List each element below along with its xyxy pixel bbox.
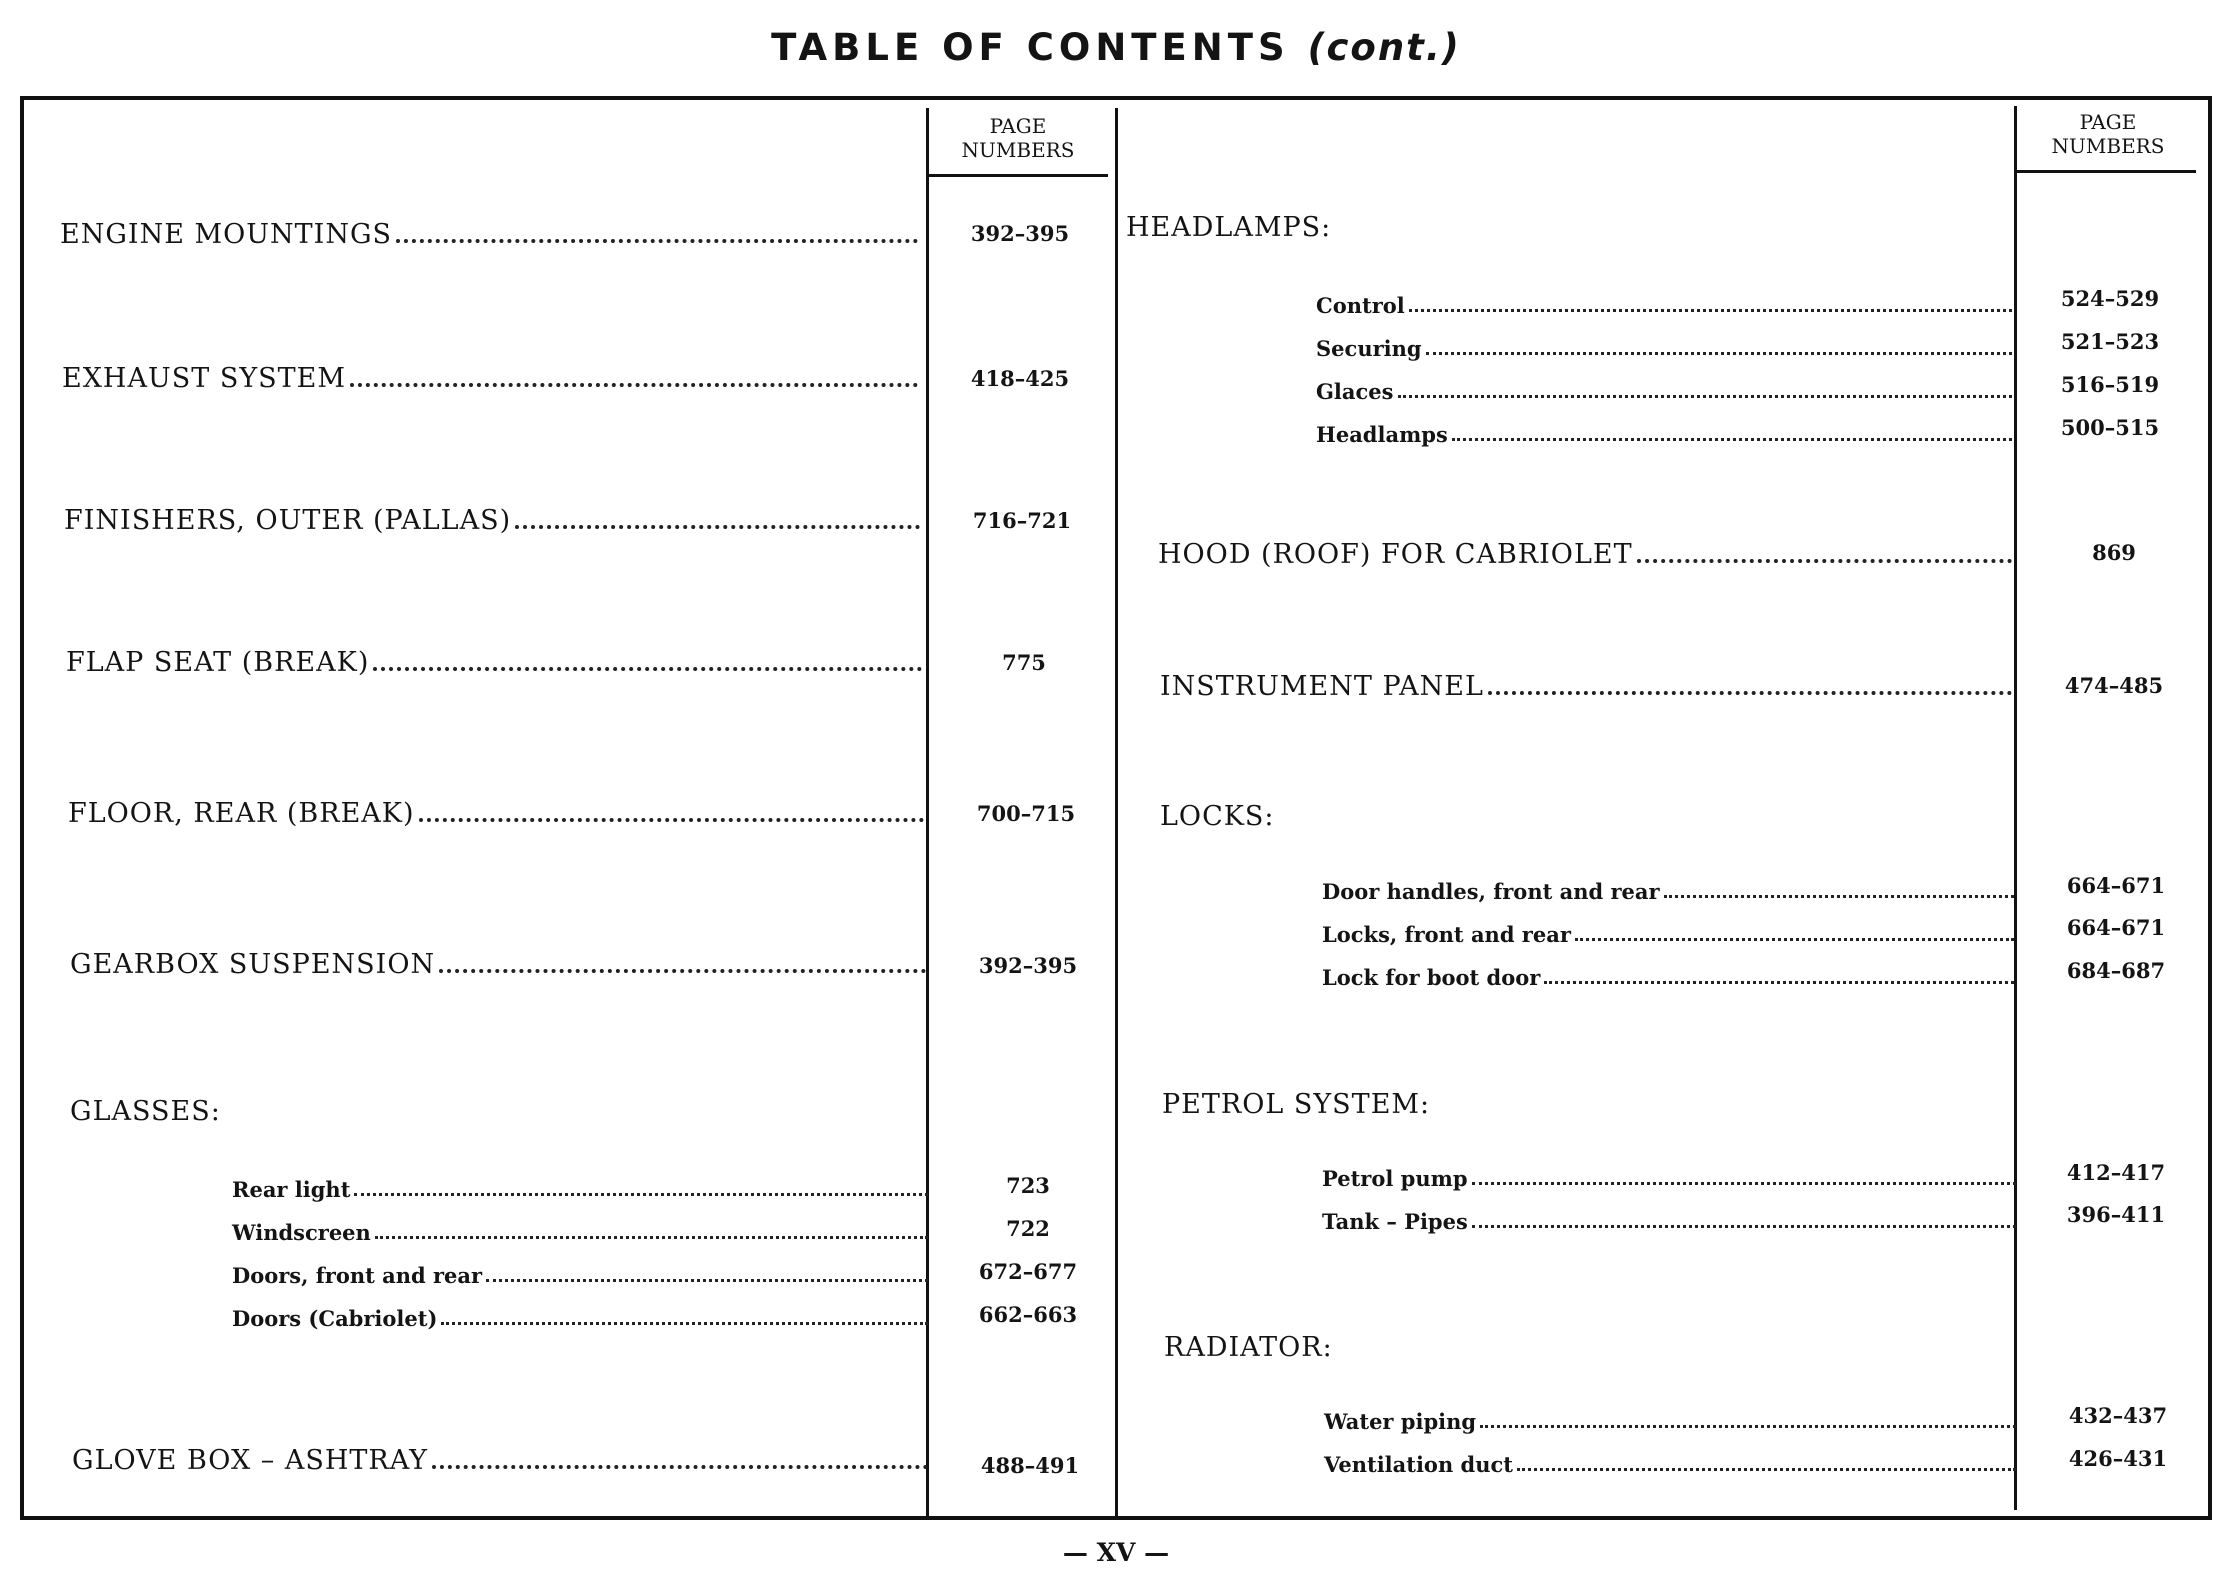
entry-label: Securing xyxy=(1316,336,1422,361)
dot-leader xyxy=(1452,438,2012,441)
entry-page-numbers: 418–425 xyxy=(970,366,1070,391)
dot-leader xyxy=(1517,1468,2016,1471)
toc-entry-exhaust-system[interactable] xyxy=(62,358,918,394)
entry-label: GEARBOX SUSPENSION xyxy=(70,949,436,980)
entry-page-numbers: 700–715 xyxy=(976,801,1076,826)
entry-page-numbers: 521–523 xyxy=(2060,329,2160,354)
entry-page-numbers: 412–417 xyxy=(2066,1160,2166,1185)
dot-leader xyxy=(350,383,918,387)
dot-leader xyxy=(354,1193,928,1196)
toc-subentry-locks-front-rear[interactable] xyxy=(1322,911,2014,947)
toc-subentry-glaces[interactable] xyxy=(1316,368,2012,404)
dot-leader xyxy=(1575,938,2014,941)
entry-page-numbers: 664–671 xyxy=(2066,873,2166,898)
entry-label: EXHAUST SYSTEM xyxy=(62,363,346,394)
section-heading-petrol-system: PETROL SYSTEM: xyxy=(1162,1089,1431,1120)
entry-page-numbers: 392–395 xyxy=(978,953,1078,978)
section-heading-radiator: RADIATOR: xyxy=(1164,1332,1333,1363)
toc-subentry-tank-pipes[interactable] xyxy=(1322,1198,2016,1234)
toc-entry-floor-rear[interactable] xyxy=(68,793,924,829)
entry-label: Glaces xyxy=(1316,379,1394,404)
entry-label: Water piping xyxy=(1324,1409,1477,1434)
toc-entry-flap-seat[interactable] xyxy=(66,642,922,678)
entry-label: Rear light xyxy=(232,1177,351,1202)
entry-label: Lock for boot door xyxy=(1322,965,1541,990)
dot-leader xyxy=(441,1322,928,1325)
toc-entry-glove-box[interactable] xyxy=(72,1440,928,1476)
entry-page-numbers: 869 xyxy=(2092,540,2136,565)
dot-leader xyxy=(1398,395,2013,398)
toc-entry-instrument-panel[interactable] xyxy=(1160,666,2012,702)
dot-leader xyxy=(1472,1225,2016,1228)
entry-label: FLOOR, REAR (BREAK) xyxy=(68,798,415,829)
entry-label: Locks, front and rear xyxy=(1322,922,1571,947)
entry-label: ENGINE MOUNTINGS xyxy=(60,219,393,250)
left-page-numbers-header: PAGE NUMBERS xyxy=(961,114,1075,162)
entry-page-numbers: 775 xyxy=(1002,650,1046,675)
entry-page-numbers: 474–485 xyxy=(2064,673,2164,698)
dot-leader xyxy=(1480,1425,2016,1428)
dot-leader xyxy=(1637,559,2012,563)
dot-leader xyxy=(439,969,926,973)
dot-leader xyxy=(419,818,925,822)
toc-entry-gearbox-suspension[interactable] xyxy=(70,944,926,980)
toc-subentry-control[interactable] xyxy=(1316,282,2012,318)
dot-leader xyxy=(373,667,922,671)
entry-page-numbers: 396–411 xyxy=(2066,1202,2166,1227)
toc-subentry-doors-cabriolet[interactable] xyxy=(232,1295,928,1331)
toc-subentry-rear-light[interactable] xyxy=(232,1166,928,1202)
dot-leader xyxy=(1488,691,2012,695)
entry-label: Doors (Cabriolet) xyxy=(232,1306,438,1331)
entry-label: Ventilation duct xyxy=(1324,1452,1513,1477)
dot-leader xyxy=(1426,352,2012,355)
entry-page-numbers: 672–677 xyxy=(978,1259,1078,1284)
dot-leader xyxy=(515,525,920,529)
entry-page-numbers: 723 xyxy=(1006,1173,1050,1198)
dot-leader xyxy=(1544,981,2014,984)
toc-entry-finishers-outer[interactable] xyxy=(64,500,920,536)
entry-label: Petrol pump xyxy=(1322,1166,1468,1191)
entry-label: FINISHERS, OUTER (PALLAS) xyxy=(64,505,512,536)
dot-leader xyxy=(486,1279,928,1282)
toc-subentry-windscreen[interactable] xyxy=(232,1209,928,1245)
entry-label: HOOD (ROOF) FOR CABRIOLET xyxy=(1158,539,1633,570)
entry-label: GLOVE BOX – ASHTRAY xyxy=(72,1445,428,1476)
entry-page-numbers: 488–491 xyxy=(980,1453,1080,1478)
entry-label: Control xyxy=(1316,293,1405,318)
toc-entry-hood-cabriolet[interactable] xyxy=(1158,534,2012,570)
entry-page-numbers: 722 xyxy=(1006,1216,1050,1241)
center-divider-rule xyxy=(1115,108,1118,1516)
section-heading-glasses: GLASSES: xyxy=(70,1096,221,1127)
toc-subentry-headlamps[interactable] xyxy=(1316,411,2012,447)
right-page-numbers-header: PAGE NUMBERS xyxy=(2051,110,2165,158)
toc-subentry-lock-boot-door[interactable] xyxy=(1322,954,2014,990)
section-heading-headlamps: HEADLAMPS: xyxy=(1126,212,1332,243)
page-title-suffix: (cont.) xyxy=(1307,26,1461,69)
left-header-underline xyxy=(928,174,1108,177)
toc-subentry-petrol-pump[interactable] xyxy=(1322,1155,2016,1191)
entry-page-numbers: 716–721 xyxy=(972,508,1072,533)
dot-leader xyxy=(1664,895,2014,898)
toc-subentry-door-handles[interactable] xyxy=(1322,868,2014,904)
page-title-text: TABLE OF CONTENTS xyxy=(771,26,1290,69)
toc-subentry-doors-front-rear[interactable] xyxy=(232,1252,928,1288)
dot-leader xyxy=(1472,1182,2016,1185)
toc-entry-engine-mountings[interactable] xyxy=(60,214,918,250)
entry-label: Windscreen xyxy=(232,1220,371,1245)
entry-page-numbers: 664–671 xyxy=(2066,915,2166,940)
page-number-footer: — XV — xyxy=(1062,1538,1170,1567)
entry-label: Doors, front and rear xyxy=(232,1263,483,1288)
right-page-column-rule xyxy=(2014,106,2017,1510)
entry-page-numbers: 432–437 xyxy=(2068,1403,2168,1428)
entry-page-numbers: 684–687 xyxy=(2066,958,2166,983)
dot-leader xyxy=(432,1465,928,1469)
right-header-underline xyxy=(2016,170,2196,173)
entry-label: Headlamps xyxy=(1316,422,1448,447)
entry-page-numbers: 516–519 xyxy=(2060,372,2160,397)
entry-label: Tank – Pipes xyxy=(1322,1209,1468,1234)
entry-label: FLAP SEAT (BREAK) xyxy=(66,647,370,678)
entry-label: Door handles, front and rear xyxy=(1322,879,1660,904)
dot-leader xyxy=(375,1236,928,1239)
entry-page-numbers: 662–663 xyxy=(978,1302,1078,1327)
dot-leader xyxy=(396,239,918,243)
section-heading-locks: LOCKS: xyxy=(1160,801,1275,832)
entry-page-numbers: 524–529 xyxy=(2060,286,2160,311)
dot-leader xyxy=(1409,309,2012,312)
toc-subentry-ventilation-duct[interactable] xyxy=(1324,1441,2016,1477)
toc-subentry-water-piping[interactable] xyxy=(1324,1398,2016,1434)
page-title xyxy=(0,26,2232,69)
entry-page-numbers: 392–395 xyxy=(970,221,1070,246)
entry-label: INSTRUMENT PANEL xyxy=(1160,671,1484,702)
entry-page-numbers: 500–515 xyxy=(2060,415,2160,440)
toc-subentry-securing[interactable] xyxy=(1316,325,2012,361)
entry-page-numbers: 426–431 xyxy=(2068,1446,2168,1471)
